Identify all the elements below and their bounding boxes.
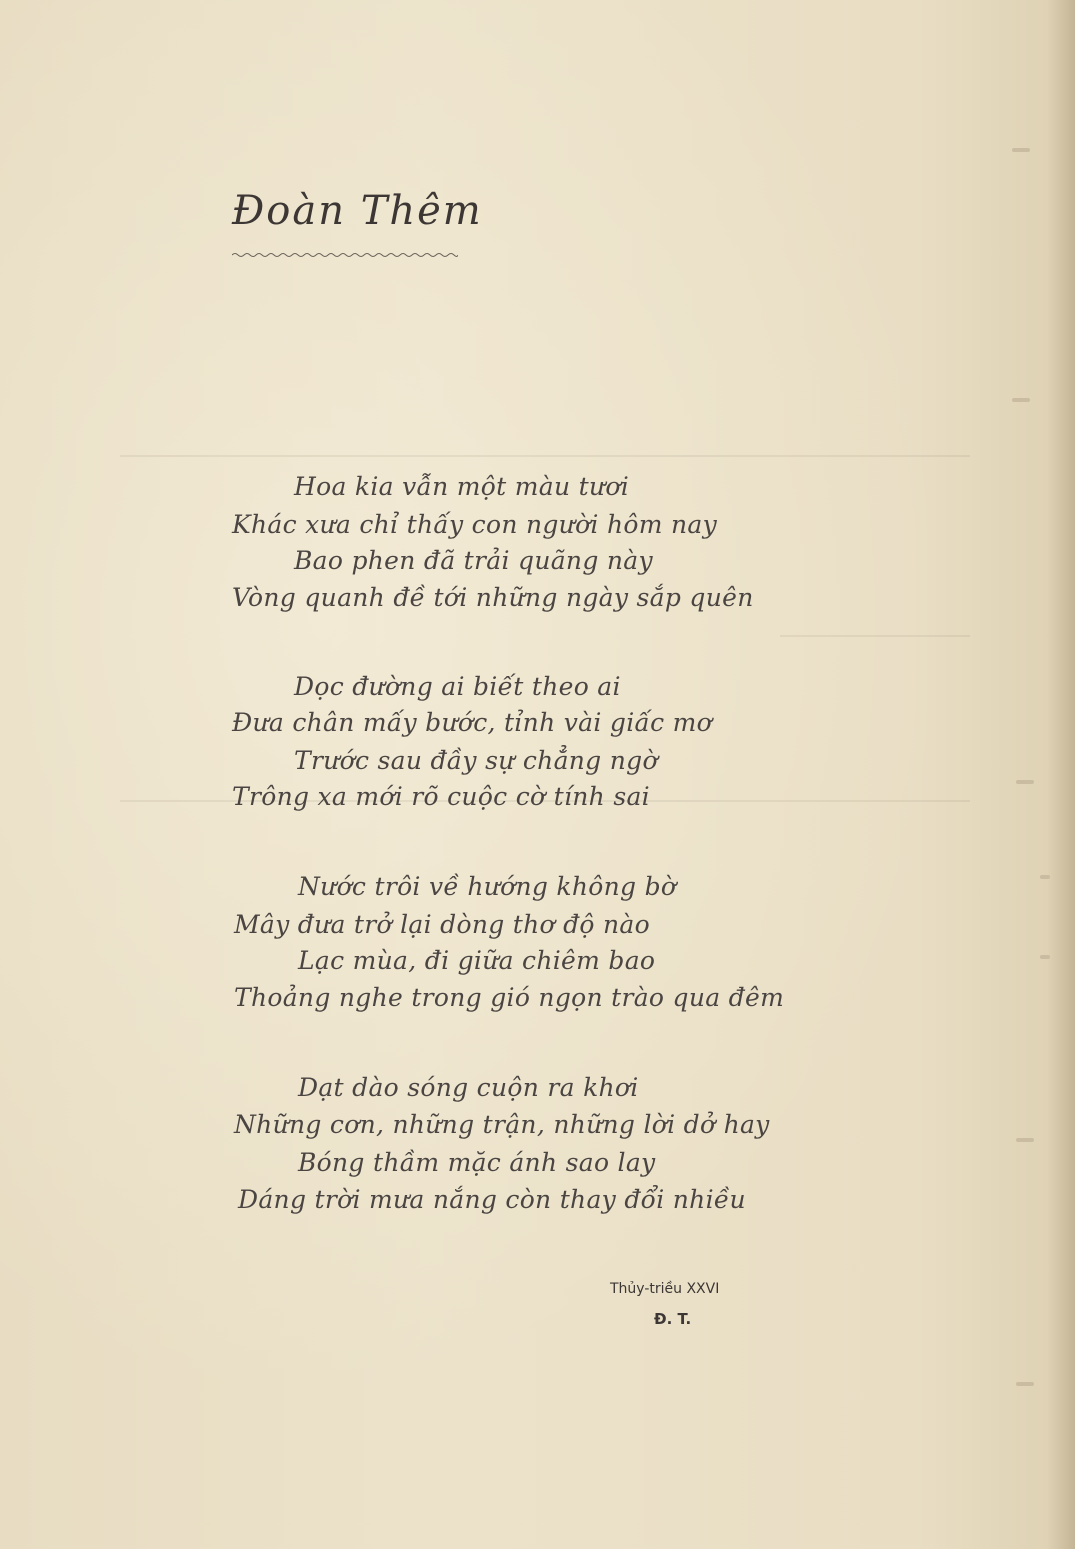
poem-line: Dọc đường ai biết theo ai <box>294 672 621 701</box>
poem-line: Dạt dào sóng cuộn ra khơi <box>298 1073 639 1102</box>
poem-line: Hoa kia vẫn một màu tươi <box>294 472 629 501</box>
poem-line: Bao phen đã trải quãng này <box>294 546 653 575</box>
poem-line: Đưa chân mấy bước, tỉnh vài giấc mơ <box>232 708 713 737</box>
poem-line: Khác xưa chỉ thấy con người hôm nay <box>232 510 717 539</box>
poem-line: Trông xa mới rõ cuộc cờ tính sai <box>232 782 650 811</box>
poem-line: Vòng quanh đề tới những ngày sắp quên <box>232 583 754 612</box>
source-note: Thủy-triều XXVI <box>610 1281 720 1297</box>
author-initials: Đ. T. <box>654 1310 692 1328</box>
poem-line: Dáng trời mưa nắng còn thay đổi nhiều <box>238 1185 746 1214</box>
poem-line: Mây đưa trở lại dòng thơ độ nào <box>234 910 650 939</box>
poem-line: Trước sau đầy sự chẳng ngờ <box>294 746 658 775</box>
poem-line: Bóng thầm mặc ánh sao lay <box>298 1148 656 1177</box>
poem-line: Lạc mùa, đi giữa chiêm bao <box>298 946 656 975</box>
poem-line: Thoảng nghe trong gió ngọn trào qua đêm <box>234 983 785 1012</box>
poem-line: Nước trôi về hướng không bờ <box>298 872 677 901</box>
poem-line: Những cơn, những trận, những lời dở hay <box>234 1110 770 1139</box>
author-heading: Đoàn Thêm <box>232 188 483 234</box>
